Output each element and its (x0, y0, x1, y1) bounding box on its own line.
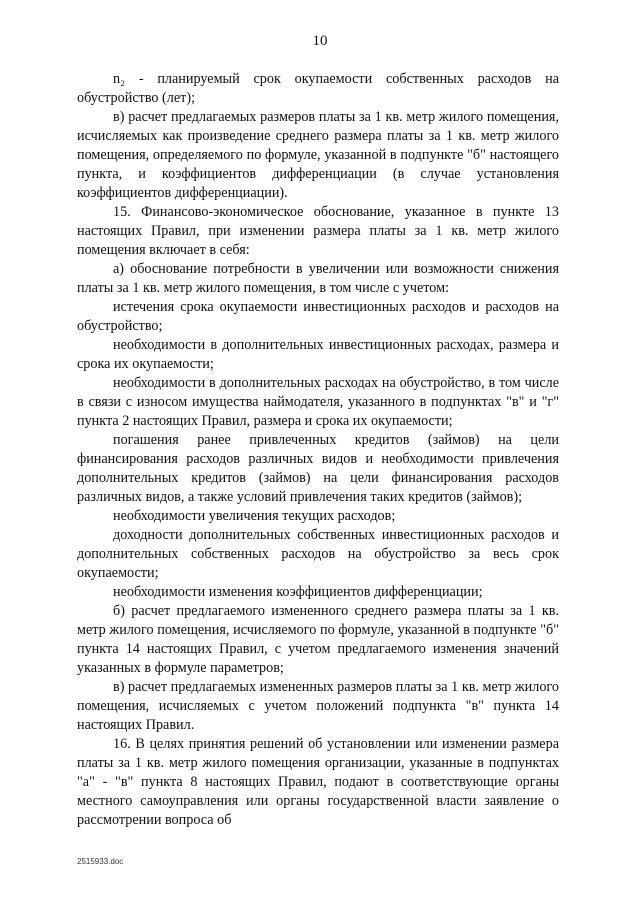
paragraph-16: 16. В целях принятия решений об установлении или изменении размера платы за 1 кв. метр жилого помещения организации, указанные в подпунктах "а" - "в" пункта 8 настоящих Правил, подают в соответствующие органы местного самоуправления или органы государственной власти заявление о рассмотрении вопроса об (77, 736, 559, 828)
list-item: погашения ранее привлеченных кредитов (займов) на цели финансирования расходов различных видов и необходимости привлечения дополнительных кредитов (займов) на цели финансирования расходов различных видов, а также условий привлечения таких кредитов (займов); (77, 432, 559, 505)
list-item: необходимости в дополнительных расходах на обустройство, в том числе в связи с износом имущества наймодателя, указанного в подпунктах "в" и "г" пункта 2 настоящих Правил, размера и срока их окупаемости; (77, 375, 559, 429)
document-body (77, 70, 559, 830)
paragraph-15: 15. Финансово-экономическое обоснование, указанное в пункте 13 настоящих Правил, при изменении размера платы за 1 кв. метр жилого помещения включает в себя: (77, 204, 559, 258)
list-item: необходимости увеличения текущих расходов; (113, 508, 396, 524)
footer-filename: 2515933.doc (77, 857, 124, 866)
paragraph-15a: а) обоснование потребности в увеличении или возможности снижения платы за 1 кв. метр жилого помещения, в том числе с учетом: (77, 261, 559, 296)
list-item: доходности дополнительных собственных инвестиционных расходов и дополнительных собственных расходов на обустройство за весь срок окупаемости; (77, 527, 559, 581)
list-item: истечения срока окупаемости инвестиционных расходов и расходов на обустройство; (77, 299, 559, 334)
list-item: необходимости изменения коэффициентов дифференциации; (113, 584, 483, 600)
paragraph-15v: в) расчет предлагаемых измененных размеров платы за 1 кв. метр жилого помещения, исчисляемых с учетом положений подпункта "в" пункта 14 настоящих Правил. (77, 679, 559, 733)
page-number: 10 (312, 33, 328, 49)
paragraph-n2-definition: n₂ - планируемый срок окупаемости собственных расходов на обустройство (лет); (77, 71, 559, 106)
paragraph-15b: б) расчет предлагаемого измененного среднего размера платы за 1 кв. метр жилого помещения, исчисляемого по формуле, указанной в подпункте "б" пункта 14 настоящих Правил, с учетом предлагаемого изменения значений указанных в формуле параметров; (77, 603, 559, 676)
paragraph-v-calculation: в) расчет предлагаемых размеров платы за 1 кв. метр жилого помещения, исчисляемых как произведение среднего размера платы за 1 кв. метр жилого помещения, определяемого по формуле, указанной в подпункте "б" настоящего пункта, и коэффициентов дифференциации (в случае установления коэффициентов дифференциации). (77, 109, 559, 201)
list-item: необходимости в дополнительных инвестиционных расходах, размера и срока их окупаемости; (77, 337, 559, 372)
